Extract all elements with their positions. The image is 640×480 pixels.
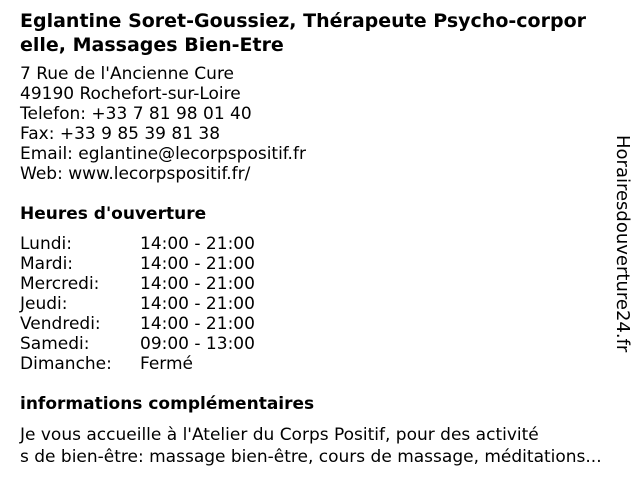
day-hours: 14:00 - 21:00 (140, 254, 255, 274)
additional-info-line-2: s de bien-être: massage bien-être, cours de massage, méditations... (20, 447, 602, 467)
opening-hours-table (20, 234, 255, 374)
hours-row-wednesday (20, 274, 255, 294)
day-hours: Fermé (140, 354, 194, 374)
day-label: Jeudi: (20, 294, 68, 314)
day-hours: 14:00 - 21:00 (140, 314, 255, 334)
day-hours: 14:00 - 21:00 (140, 274, 255, 294)
hours-row-thursday (20, 294, 255, 314)
day-label: Vendredi: (20, 314, 101, 334)
email-address[interactable]: Email: eglantine@lecorpspositif.fr (20, 144, 306, 164)
hours-row-monday (20, 234, 255, 254)
contact-block (20, 64, 306, 184)
day-hours: 09:00 - 13:00 (140, 334, 255, 354)
street-address: 7 Rue de l'Ancienne Cure (20, 64, 235, 84)
day-label: Mardi: (20, 254, 74, 274)
additional-info-text (20, 424, 602, 468)
site-watermark (610, 135, 638, 353)
day-label: Samedi: (20, 334, 90, 354)
hours-row-friday (20, 314, 255, 334)
business-title-line-2: elle, Massages Bien-Etre (20, 34, 284, 56)
website-link[interactable]: Web: www.lecorpspositif.fr/ (20, 164, 251, 184)
day-label: Mercredi: (20, 274, 100, 294)
business-title (20, 9, 586, 57)
day-label: Dimanche: (20, 354, 112, 374)
hours-row-sunday (20, 354, 255, 374)
fax-number: Fax: +33 9 85 39 81 38 (20, 124, 221, 144)
hours-row-saturday (20, 334, 255, 354)
opening-hours-heading: Heures d'ouverture (20, 204, 207, 224)
phone-number[interactable]: Telefon: +33 7 81 98 01 40 (20, 104, 252, 124)
hours-row-tuesday (20, 254, 255, 274)
additional-info-heading: informations complémentaires (20, 394, 315, 414)
day-hours: 14:00 - 21:00 (140, 234, 255, 254)
day-hours: 14:00 - 21:00 (140, 294, 255, 314)
business-title-line-1: Eglantine Soret-Goussiez, Thérapeute Psycho-corpor (20, 10, 586, 32)
additional-info-line-1: Je vous accueille à l'Atelier du Corps Positif, pour des activité (20, 425, 539, 445)
city-postcode: 49190 Rochefort-sur-Loire (20, 84, 241, 104)
day-label: Lundi: (20, 234, 72, 254)
watermark-text: Horairesdouverture24.fr (612, 135, 633, 353)
